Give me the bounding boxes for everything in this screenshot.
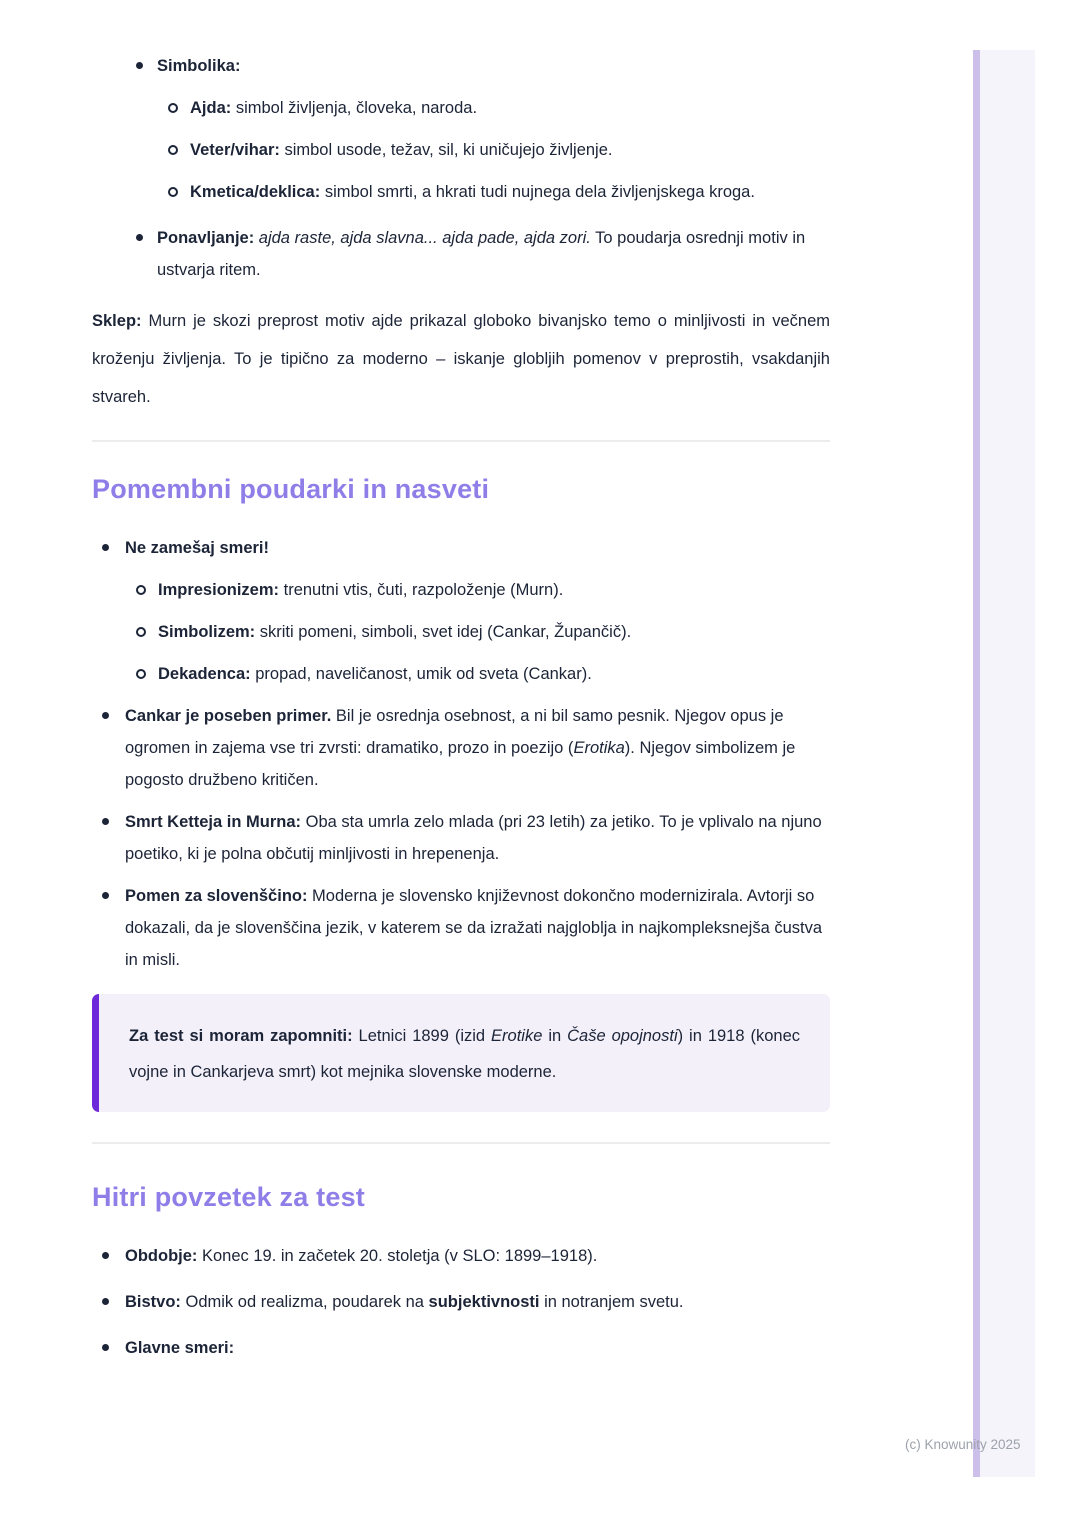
list-item-glavne-smeri: Glavne smeri: — [92, 1332, 830, 1364]
list-item-ponavljanje: Ponavljanje: ajda raste, ajda slavna... ajda pade, ajda zori. To poudarja osrednji motiv in ustvarja ritem. — [92, 222, 830, 286]
section-divider — [92, 440, 830, 442]
list-item-ajda: Ajda: simbol življenja, človeka, naroda. — [92, 92, 830, 124]
list-item-smrt: Smrt Ketteja in Murna: Oba sta umrla zelo mlada (pri 23 letih) za jetiko. To je vplivalo na njuno poetiko, ki je polna občutij minljivosti in hrepenenja. — [92, 806, 830, 870]
sklep-paragraph: Sklep: Murn je skozi preprost motiv ajde prikazal globoko bivanjsko temo o minljivosti in večnem kroženju življenja. To je tipično za moderno – iskanje globljih pomenov v preprostih, vsakdanjih stvareh. — [92, 312, 830, 406]
copyright-watermark: (c) Knowunity 2025 — [905, 1437, 1021, 1452]
list-item-ne-zamesaj: Ne zamešaj smeri! — [92, 532, 830, 564]
list-item-veter: Veter/vihar: simbol usode, težav, sil, ki uničujejo življenje. — [92, 134, 830, 166]
list-item-obdobje: Obdobje: Konec 19. in začetek 20. stoletja (v SLO: 1899–1918). — [92, 1240, 830, 1272]
note-callout: Za test si moram zapomniti: Letnici 1899 (izid Erotike in Čaše opojnosti) in 1918 (konec vojne in Cankarjeva smrt) kot mejnika slovenske moderne. — [92, 994, 830, 1112]
list-item-simbolika: Simbolika: — [92, 50, 830, 82]
content-column — [92, 50, 830, 1374]
section-heading-hitri: Hitri povzetek za test — [92, 1182, 365, 1212]
list-item-dekadenca: Dekadenca: propad, naveličanost, umik od sveta (Cankar). — [92, 658, 830, 690]
list-item-pomen: Pomen za slovenščino: Moderna je slovensko književnost dokončno modernizirala. Avtorji so dokazali, da je slovenščina jezik, v katerem se da izražati najgloblja in najkompleksnejša čustva in misli. — [92, 880, 830, 976]
right-margin-strip — [973, 50, 1035, 1477]
list-item-simbolizem: Simbolizem: skriti pomeni, simboli, svet idej (Cankar, Župančič). — [92, 616, 830, 648]
list-item-kmetica: Kmetica/deklica: simbol smrti, a hkrati tudi nujnega dela življenjskega kroga. — [92, 176, 830, 208]
list-item-impresionizem: Impresionizem: trenutni vtis, čuti, razpoloženje (Murn). — [92, 574, 830, 606]
list-item-bistvo: Bistvo: Odmik od realizma, poudarek na subjektivnosti in notranjem svetu. — [92, 1286, 830, 1318]
list-item-cankar: Cankar je poseben primer. Bil je osrednja osebnost, a ni bil samo pesnik. Njegov opus je ogromen in zajema vse tri zvrsti: dramatiko, prozo in poezijo (Erotika). Njegov simbolizem je pogosto družbeno kritičen. — [92, 700, 830, 796]
section-divider — [92, 1142, 830, 1144]
section-heading-pomembni: Pomembni poudarki in nasveti — [92, 474, 490, 504]
